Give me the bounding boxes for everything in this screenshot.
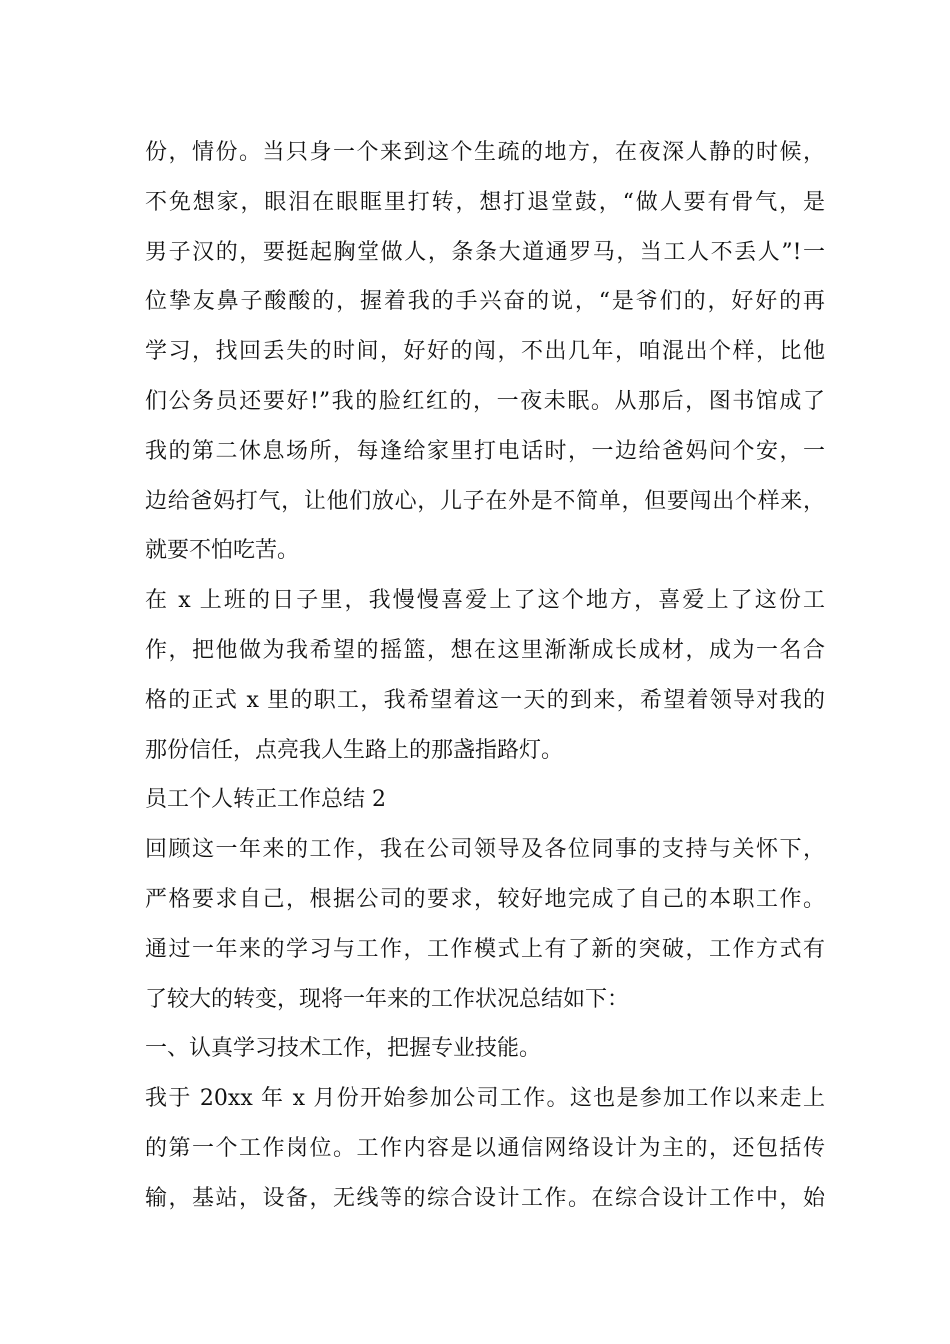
text-line: 通过一年来的学习与工作，工作模式上有了新的突破，工作方式有 [145,936,825,962]
text-line: 我于 20xx 年 x 月份开始参加公司工作。这也是参加工作以来走上 [145,1086,825,1112]
text-line: 们公务员还要好!”我的脸红红的，一夜未眠。从那后，图书馆成了 [145,388,825,414]
text-line: 的第一个工作岗位。工作内容是以通信网络设计为主的，还包括传 [145,1135,825,1161]
text-line: 份，情份。当只身一个来到这个生疏的地方，在夜深人静的时候， [145,140,825,165]
document-body [145,128,825,1224]
text-line: 一、认真学习技术工作，把握专业技能。 [145,1036,542,1062]
text-line: 那份信任，点亮我人生路上的那盏指路灯。 [145,737,564,763]
text-line: 严格要求自己，根据公司的要求，较好地完成了自己的本职工作。 [145,886,825,912]
text-line: 输，基站，设备，无线等的综合设计工作。在综合设计工作中，始 [145,1185,825,1211]
text-line: 位挚友鼻子酸酸的，握着我的手兴奋的说，“是爷们的，好好的再 [145,289,825,315]
text-line: 格的正式 x 里的职工，我希望着这一天的到来，希望着领导对我的 [145,687,825,713]
text-line: 回顾这一年来的工作，我在公司领导及各位同事的支持与关怀下， [145,837,825,863]
text-line: 不免想家，眼泪在眼眶里打转，想打退堂鼓，“做人要有骨气，是 [145,189,825,215]
text-line: 作，把他做为我希望的摇篮，想在这里渐渐成长成材，成为一名合 [145,637,825,663]
text-line: 在 x 上班的日子里，我慢慢喜爱上了这个地方，喜爱上了这份工 [145,588,825,614]
text-line: 了较大的转变，现将一年来的工作状况总结如下： [145,986,630,1012]
text-line: 男子汉的，要挺起胸堂做人，条条大道通罗马，当工人不丢人”!一 [145,239,825,265]
text-line: 员工个人转正工作总结 2 [145,787,386,813]
text-line: 就要不怕吃苦。 [145,538,300,564]
text-line: 学习，找回丢失的时间，好好的闯，不出几年，咱混出个样，比他 [145,339,825,365]
text-line: 我的第二休息场所，每逢给家里打电话时，一边给爸妈问个安，一 [145,438,825,464]
text-line: 边给爸妈打气，让他们放心，儿子在外是不简单，但要闯出个样来， [145,488,825,514]
